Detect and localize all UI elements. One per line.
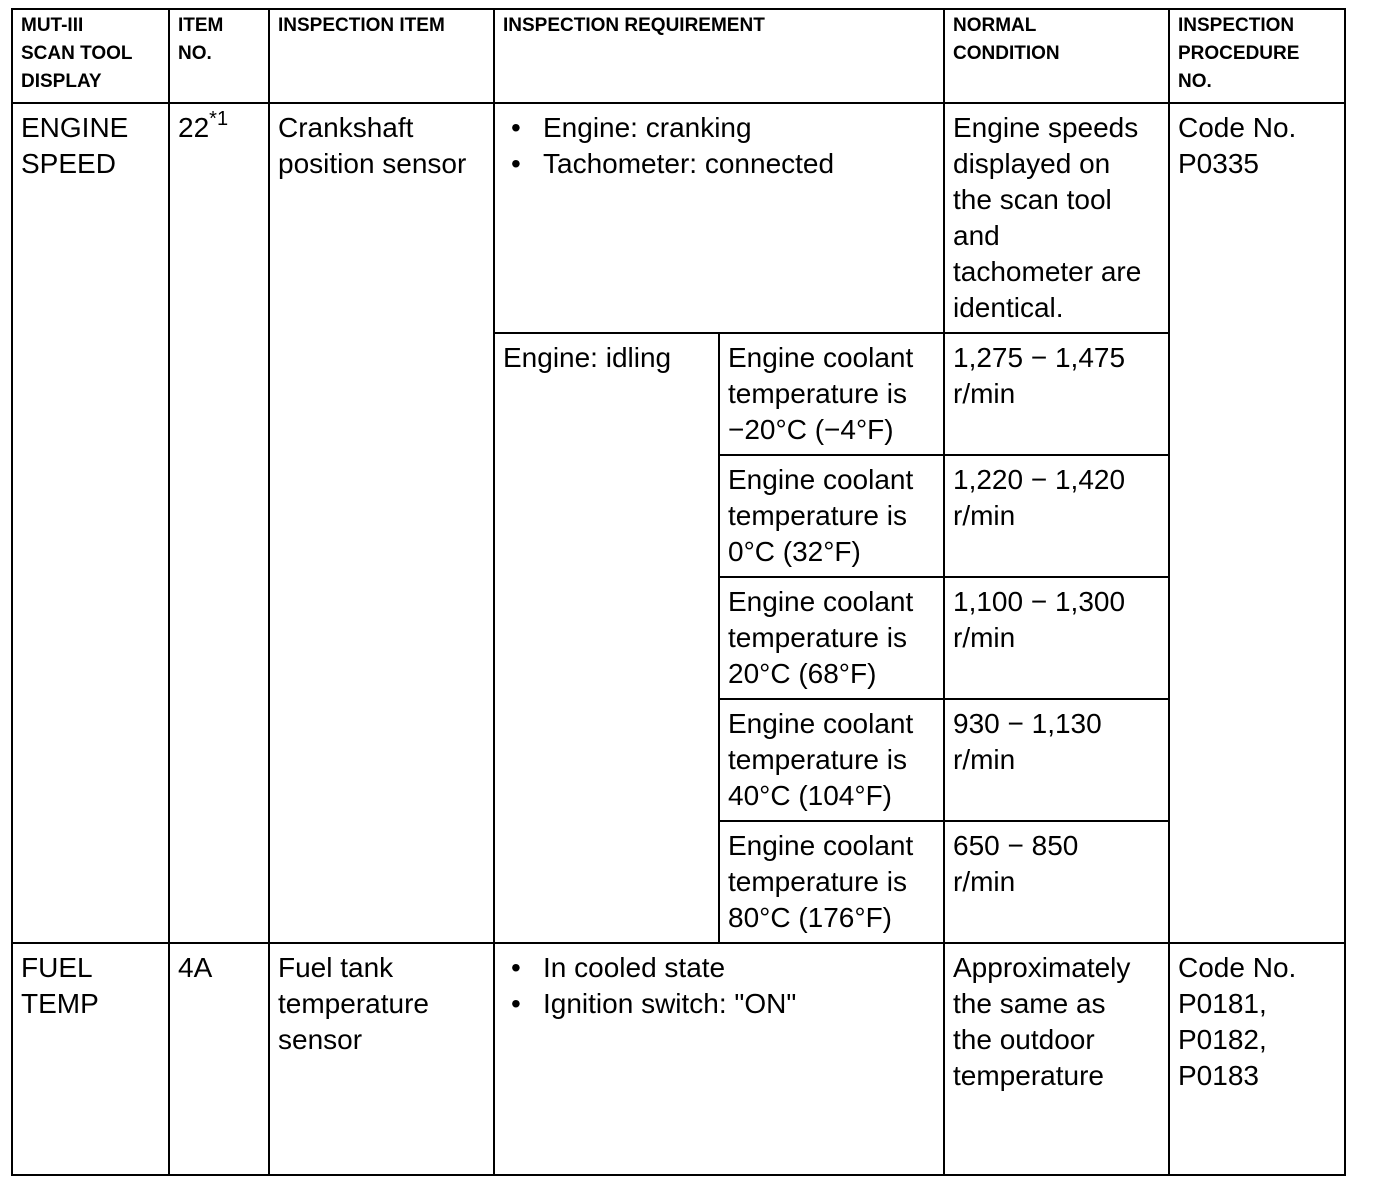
idle-speed-cell: 930 − 1,130 r/min [944,699,1169,821]
coolant-condition-cell: Engine coolant temperature is 40°C (104°F) [719,699,944,821]
header-inspection-requirement: INSPECTION REQUIREMENT [494,9,944,103]
inspection-item-cell: Crankshaft position sensor [269,103,494,943]
coolant-condition-cell: Engine coolant temperature is 20°C (68°F) [719,577,944,699]
normal-condition-cell: Engine speeds displayed on the scan tool and tachometer are identical. [944,103,1169,333]
scan-tool-display-cell: ENGINE SPEED [12,103,169,943]
table-row [12,943,1345,1175]
idle-speed-cell: 1,220 − 1,420 r/min [944,455,1169,577]
requirement-cell [494,103,944,333]
procedure-cell: Code No. P0335 [1169,103,1345,943]
header-inspection-procedure: INSPECTION PROCEDURE NO. [1169,9,1345,103]
idle-label-cell: Engine: idling [494,333,719,943]
header-row [12,9,1345,103]
header-scan-tool-display: MUT-III SCAN TOOL DISPLAY [12,9,169,103]
footnote-marker: *1 [209,107,229,130]
inspection-item-cell: Fuel tank temperature sensor [269,943,494,1175]
list-item: • In cooled state [503,950,935,986]
scan-tool-display-cell: FUEL TEMP [12,943,169,1175]
list-item: • Tachometer: connected [503,146,935,182]
table-row [12,103,1345,333]
idle-speed-cell: 1,100 − 1,300 r/min [944,577,1169,699]
normal-condition-cell: Approximately the same as the outdoor temperature [944,943,1169,1175]
requirement-list [503,950,935,1022]
coolant-condition-cell: Engine coolant temperature is 80°C (176°F) [719,821,944,943]
list-item: • Engine: cranking [503,110,935,146]
procedure-cell: Code No. P0181, P0182, P0183 [1169,943,1345,1175]
requirement-cell [494,943,944,1175]
idle-speed-cell: 1,275 − 1,475 r/min [944,333,1169,455]
header-item-no: ITEM NO. [169,9,269,103]
header-inspection-item: INSPECTION ITEM [269,9,494,103]
inspection-table [11,8,1346,1176]
idle-speed-cell: 650 − 850 r/min [944,821,1169,943]
coolant-condition-cell: Engine coolant temperature is −20°C (−4°F) [719,333,944,455]
coolant-condition-cell: Engine coolant temperature is 0°C (32°F) [719,455,944,577]
item-no-cell: 22$^{*1}$ [169,103,269,943]
requirement-list [503,110,935,182]
item-no-cell: 4A [169,943,269,1175]
list-item: • Ignition switch: "ON" [503,986,935,1022]
header-normal-condition: NORMAL CONDITION [944,9,1169,103]
